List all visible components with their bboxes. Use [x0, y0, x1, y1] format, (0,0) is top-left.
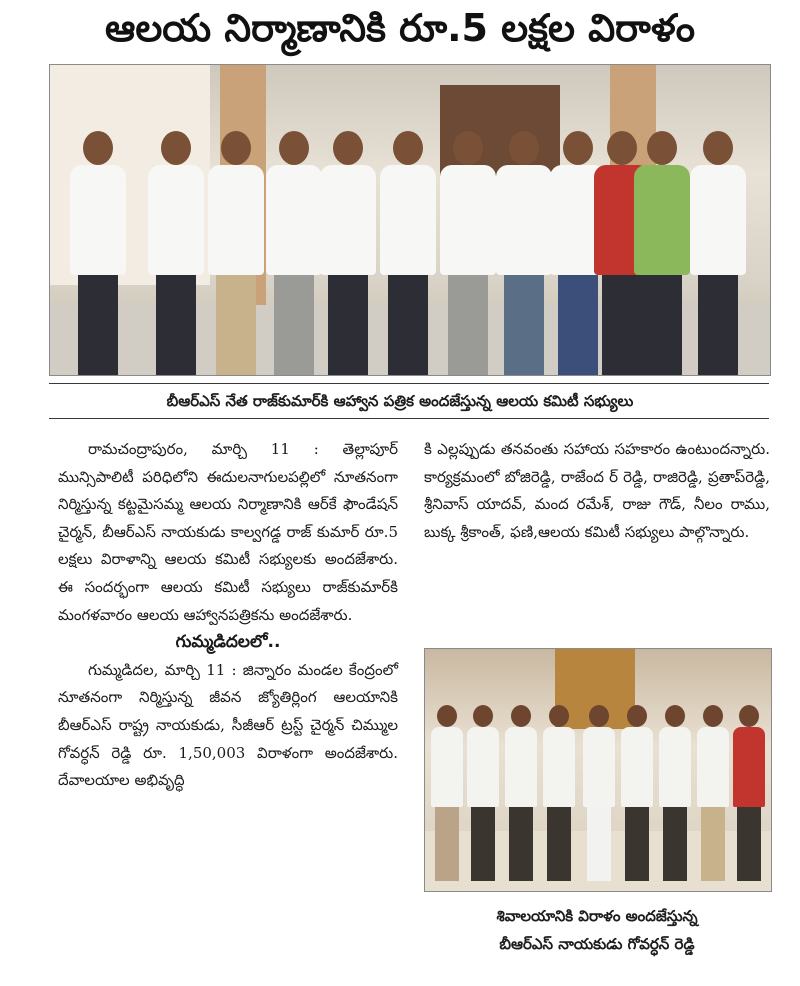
article-paragraph: రామచంద్రాపురం, మార్చి 11 : తెల్లాపూర్ మున్సిపాలిటీ పరిధిలోని ఈదులనాగులపల్లిలో నూతనంగా నిర్మిస్తున్న కట్టమైసమ్మ ఆలయ నిర్మాణానికి ఆర్‌కే ఫౌండేషన్ చైర్మన్, బీఆర్ఎస్ నాయకుడు కాల్వగడ్డ రాజ్ కుమార్ రూ.5 లక్షలు విరాళాన్ని ఆలయ కమిటీ సభ్యులకు అందజేశారు. ఈ సందర్భంగా ఆలయ కమిటీ సభ్యులు రాజ్‌కుమార్‌కి మంగళవారం ఆలయ ఆహ్వానపత్రికను అందజేశారు.	[58, 440, 398, 624]
divider	[49, 418, 769, 419]
article-paragraph: గుమ్మడిదల, మార్చి 11 : జిన్నారం మండల కేంద్రంలో నూతనంగా నిర్మిస్తున్న జీవన జ్యోతిర్లింగ ఆలయానికి బీఆర్ఎస్ రాష్ట్ర నాయకుడు, సీజీఆర్ ట్రస్ట్ చైర్మన్ చిమ్ముల గోవర్ధన్ రెడ్డి రూ. 1,50,003 విరాళంగా అందజేశారు. దేవాలయాల అభివృద్ధి	[58, 660, 398, 790]
article-paragraph: కి ఎల్లప్పుడు తనవంతు సహాయ సహకారం ఉంటుందన్నారు. కార్యక్రమంలో బోజిరెడ్డి, రాజేంద ర్ రెడ్డి, రాజిరెడ్డి, ప్రతాప్‌రెడ్డి, శ్రీనివాస్ యాదవ్, మంద రమేశ్, రాజు గౌడ్, నీలం రాము, బుక్క శ్రీకాంత్, ఫణి,ఆలయ కమిటీ సభ్యులు పాల్గొన్నారు.	[424, 440, 770, 541]
photo-caption-line: బీఆర్ఎస్ నాయకుడు గోవర్ధన్ రెడ్డి	[499, 935, 695, 953]
article-column-left	[58, 436, 398, 795]
photo-caption	[424, 902, 770, 958]
headline: ఆలయ నిర్మాణానికి రూ.5 లక్షల విరాళం	[105, 6, 695, 50]
photo-caption-line: శివాలయానికి విరాళం అందజేస్తున్న	[496, 907, 698, 925]
article-subhead: గుమ్మడిదలలో..	[175, 632, 281, 653]
article-column-right	[424, 436, 770, 546]
photo-caption: బీఆర్ఎస్ నేత రాజ్‌కుమార్‌కి ఆహ్వాన పత్రిక అందజేస్తున్న ఆలయ కమిటీ సభ్యులు	[166, 392, 634, 410]
news-photo-shivalayam-donation	[424, 648, 772, 892]
news-photo-temple-invitation	[49, 64, 771, 376]
divider	[49, 383, 769, 384]
